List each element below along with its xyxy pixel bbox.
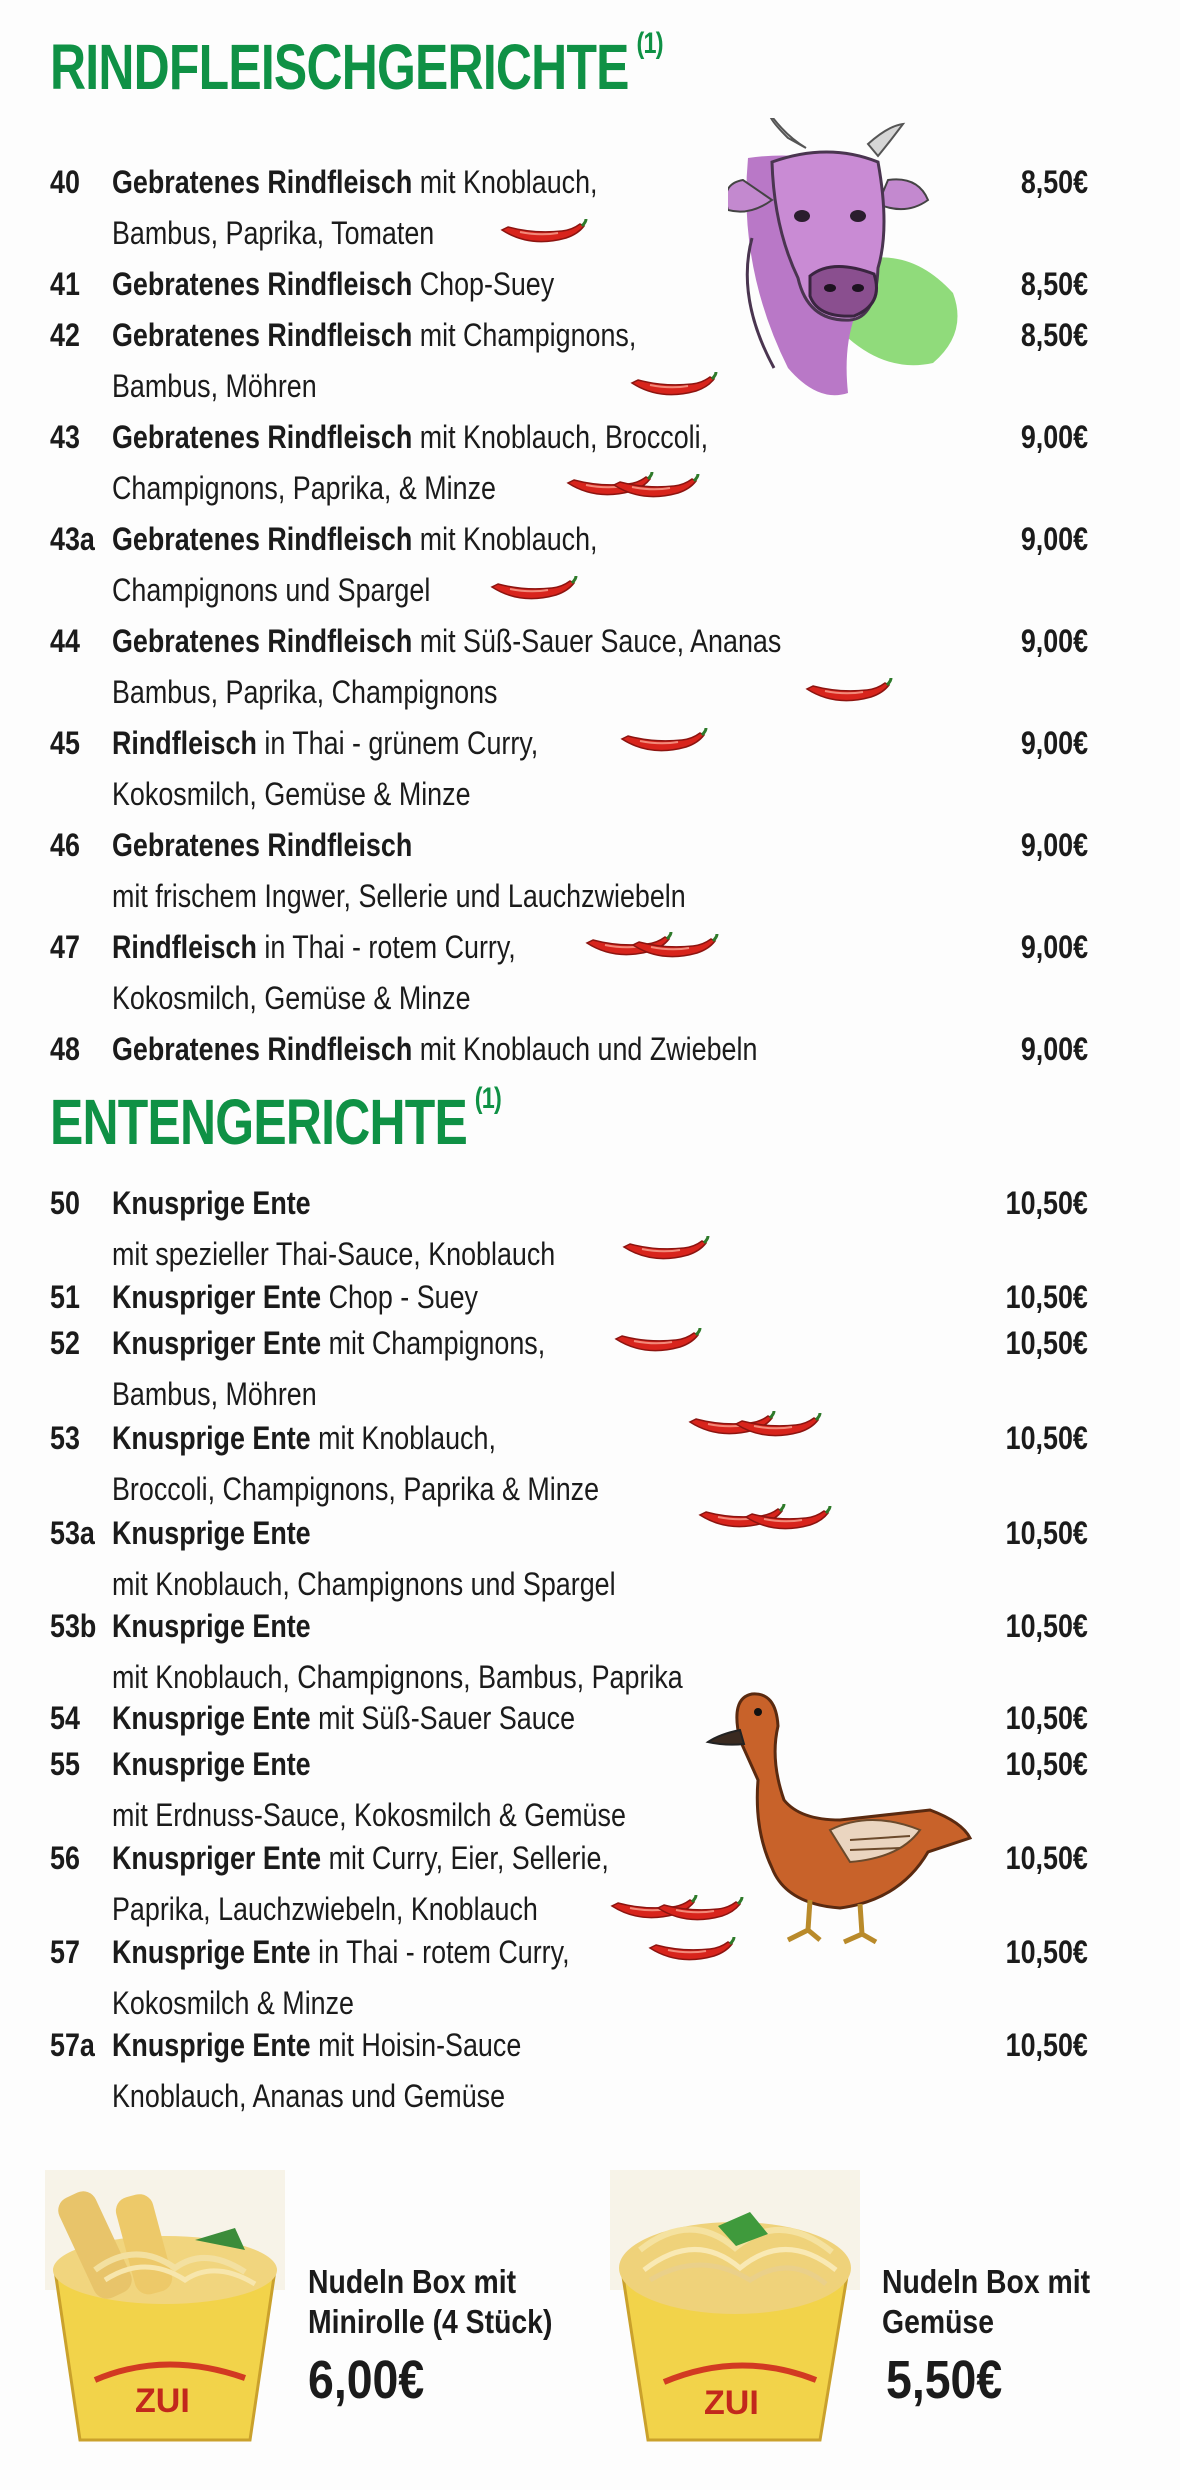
dish-name: Knusprige Ente: [112, 1934, 311, 1970]
noodle-box-gemuese-image: [600, 2150, 870, 2450]
dish-first-line: [112, 927, 516, 967]
noodle-box-minirolle-line2: Minirolle (4 Stück): [308, 2303, 553, 2340]
dish-description: mit Süß-Sauer Sauce, Ananas: [412, 623, 782, 659]
dish-description: mit Süß-Sauer Sauce: [310, 1700, 576, 1736]
noodle-box-minirolle-price: 6,00€: [308, 2350, 425, 2410]
dish-first-line: [112, 1277, 478, 1317]
chili-spicy-icon: [490, 575, 578, 610]
dish-number: 43: [50, 419, 80, 455]
dish-description-second-line: mit Knoblauch, Champignons und Spargel: [112, 1566, 616, 1602]
duck-section-heading: [50, 1081, 502, 1159]
dish-price: 10,50€: [1005, 1840, 1088, 1876]
dish-description: Chop - Suey: [321, 1279, 478, 1315]
dish-name: Gebratenes Rindfleisch: [112, 827, 413, 863]
dish-name: Knuspriger Ente: [112, 1840, 322, 1876]
dish-price: 10,50€: [1005, 1420, 1088, 1456]
dish-first-line: [112, 315, 636, 355]
dish-description: in Thai - rotem Curry,: [310, 1934, 570, 1970]
noodle-box-gemuese-carton-text: ZUI: [704, 2384, 759, 2422]
dish-price: 10,50€: [1005, 1608, 1088, 1644]
dish-name: Gebratenes Rindfleisch: [112, 317, 413, 353]
dish-description-second-line: Champignons, Paprika, & Minze: [112, 470, 496, 506]
dish-description: mit Champignons,: [412, 317, 637, 353]
dish-description: mit Knoblauch,: [310, 1420, 496, 1456]
dish-name: Knuspriger Ente: [112, 1279, 322, 1315]
dish-description: mit Knoblauch und Zwiebeln: [412, 1031, 758, 1067]
dish-description-second-line: Bambus, Möhren: [112, 368, 317, 404]
dish-description: in Thai - grünem Curry,: [256, 725, 539, 761]
noodle-box-minirolle-label: [308, 2262, 552, 2342]
dish-price: 8,50€: [1020, 164, 1088, 200]
dish-number: 51: [50, 1279, 80, 1315]
dish-description-second-line: mit Knoblauch, Champignons, Bambus, Paprika: [112, 1659, 683, 1695]
dish-description-second-line: mit Erdnuss-Sauce, Kokosmilch & Gemüse: [112, 1797, 626, 1833]
dish-number: 53b: [50, 1608, 97, 1644]
dish-description-second-line: Knoblauch, Ananas und Gemüse: [112, 2078, 506, 2114]
dish-name: Gebratenes Rindfleisch: [112, 419, 413, 455]
dish-first-line: [112, 162, 598, 202]
beef-section-heading: [50, 26, 663, 104]
dish-name: Gebratenes Rindfleisch: [112, 521, 413, 557]
dish-first-line: [112, 1698, 575, 1738]
dish-description-second-line: Paprika, Lauchzwiebeln, Knoblauch: [112, 1891, 538, 1927]
dish-name: Knusprige Ente: [112, 1420, 311, 1456]
chili-spicy-icon: [622, 1235, 710, 1270]
noodle-box-gemuese-line2: Gemüse: [882, 2303, 995, 2340]
dish-first-line: [112, 1029, 757, 1069]
dish-description: mit Champignons,: [321, 1325, 546, 1361]
chili-spicy-icon: [500, 218, 588, 253]
dish-first-line: [112, 1183, 311, 1223]
dish-number: 46: [50, 827, 80, 863]
dish-number: 53: [50, 1420, 80, 1456]
chili-spicy-icon: [744, 1505, 832, 1540]
dish-first-line: [112, 1838, 609, 1878]
dish-price: 9,00€: [1020, 623, 1088, 659]
dish-price: 10,50€: [1005, 1700, 1088, 1736]
dish-description-second-line: Bambus, Paprika, Tomaten: [112, 215, 435, 251]
dish-number: 52: [50, 1325, 80, 1361]
dish-name: Gebratenes Rindfleisch: [112, 623, 413, 659]
dish-price: 9,00€: [1020, 521, 1088, 557]
dish-first-line: [112, 1323, 545, 1363]
beef-section-note: (1): [636, 26, 663, 60]
dish-description: mit Knoblauch,: [412, 521, 598, 557]
dish-name: Rindfleisch: [112, 929, 257, 965]
noodle-box-minirolle-image: [35, 2150, 295, 2450]
dish-first-line: [112, 1513, 311, 1553]
dish-price: 9,00€: [1020, 929, 1088, 965]
dish-name: Knusprige Ente: [112, 1700, 311, 1736]
dish-number: 54: [50, 1700, 80, 1736]
dish-description-second-line: Kokosmilch & Minze: [112, 1985, 354, 2021]
dish-price: 10,50€: [1005, 2027, 1088, 2063]
dish-number: 50: [50, 1185, 80, 1221]
dish-number: 41: [50, 266, 80, 302]
dish-description-second-line: mit spezieller Thai-Sauce, Knoblauch: [112, 1236, 556, 1272]
dish-description: mit Knoblauch,: [412, 164, 598, 200]
chili-spicy-icon: [734, 1412, 822, 1447]
dish-description: in Thai - rotem Curry,: [256, 929, 516, 965]
dish-number: 47: [50, 929, 80, 965]
dish-number: 53a: [50, 1515, 95, 1551]
chili-spicy-icon: [614, 1327, 702, 1362]
dish-price: 9,00€: [1020, 827, 1088, 863]
beef-section-title: RINDFLEISCHGERICHTE: [50, 31, 629, 103]
dish-number: 42: [50, 317, 80, 353]
dish-first-line: [112, 519, 598, 559]
dish-number: 56: [50, 1840, 80, 1876]
dish-number: 43a: [50, 521, 95, 557]
dish-name: Rindfleisch: [112, 725, 257, 761]
dish-first-line: [112, 825, 412, 865]
dish-number: 48: [50, 1031, 80, 1067]
dish-first-line: [112, 1418, 496, 1458]
dish-name: Knusprige Ente: [112, 2027, 311, 2063]
dish-description-second-line: Bambus, Paprika, Champignons: [112, 674, 498, 710]
cow-illustration: [728, 118, 978, 408]
dish-price: 9,00€: [1020, 1031, 1088, 1067]
dish-number: 55: [50, 1746, 80, 1782]
chili-spicy-icon: [656, 1896, 744, 1931]
dish-description-second-line: Kokosmilch, Gemüse & Minze: [112, 776, 471, 812]
dish-price: 10,50€: [1005, 1279, 1088, 1315]
dish-first-line: [112, 1606, 311, 1646]
dish-name: Gebratenes Rindfleisch: [112, 164, 413, 200]
noodle-box-gemuese-label: [882, 2262, 1090, 2342]
dish-description: mit Curry, Eier, Sellerie,: [321, 1840, 609, 1876]
dish-number: 57: [50, 1934, 80, 1970]
dish-price: 10,50€: [1005, 1185, 1088, 1221]
dish-name: Gebratenes Rindfleisch: [112, 1031, 413, 1067]
dish-first-line: [112, 2025, 521, 2065]
dish-name: Gebratenes Rindfleisch: [112, 266, 413, 302]
dish-description: mit Knoblauch, Broccoli,: [412, 419, 709, 455]
chili-spicy-icon: [630, 371, 718, 406]
dish-number: 57a: [50, 2027, 95, 2063]
dish-description-second-line: Broccoli, Champignons, Paprika & Minze: [112, 1471, 600, 1507]
noodle-box-gemuese-price: 5,50€: [886, 2350, 1003, 2410]
dish-price: 9,00€: [1020, 725, 1088, 761]
dish-price: 9,00€: [1020, 419, 1088, 455]
duck-section-title: ENTENGERICHTE: [50, 1086, 467, 1158]
dish-first-line: [112, 417, 708, 457]
dish-first-line: [112, 1744, 311, 1784]
dish-name: Knusprige Ente: [112, 1515, 311, 1551]
dish-number: 40: [50, 164, 80, 200]
chili-spicy-icon: [648, 1936, 736, 1971]
dish-description-second-line: Bambus, Möhren: [112, 1376, 317, 1412]
dish-name: Knusprige Ente: [112, 1185, 311, 1221]
dish-description-second-line: Kokosmilch, Gemüse & Minze: [112, 980, 471, 1016]
chili-spicy-icon: [805, 677, 893, 712]
dish-name: Knusprige Ente: [112, 1746, 311, 1782]
dish-first-line: [112, 723, 538, 763]
chili-spicy-icon: [620, 727, 708, 762]
dish-first-line: [112, 1932, 570, 1972]
dish-price: 10,50€: [1005, 1934, 1088, 1970]
noodle-box-minirolle-line1: Nudeln Box mit: [308, 2263, 517, 2300]
dish-number: 44: [50, 623, 80, 659]
dish-description: Chop-Suey: [412, 266, 555, 302]
dish-description-second-line: mit frischem Ingwer, Sellerie und Lauchzwiebeln: [112, 878, 686, 914]
dish-price: 10,50€: [1005, 1746, 1088, 1782]
noodle-box-minirolle-carton-text: ZUI: [135, 2382, 190, 2420]
dish-description: mit Hoisin-Sauce: [310, 2027, 522, 2063]
dish-name: Knuspriger Ente: [112, 1325, 322, 1361]
dish-first-line: [112, 621, 781, 661]
dish-name: Knusprige Ente: [112, 1608, 311, 1644]
chili-spicy-icon: [612, 473, 700, 508]
dish-price: 8,50€: [1020, 266, 1088, 302]
dish-price: 8,50€: [1020, 317, 1088, 353]
chili-spicy-icon: [631, 933, 719, 968]
dish-price: 10,50€: [1005, 1515, 1088, 1551]
duck-section-note: (1): [474, 1081, 502, 1115]
dish-first-line: [112, 264, 554, 304]
dish-number: 45: [50, 725, 80, 761]
noodle-box-gemuese-line1: Nudeln Box mit: [882, 2263, 1091, 2300]
dish-description-second-line: Champignons und Spargel: [112, 572, 431, 608]
dish-price: 10,50€: [1005, 1325, 1088, 1361]
